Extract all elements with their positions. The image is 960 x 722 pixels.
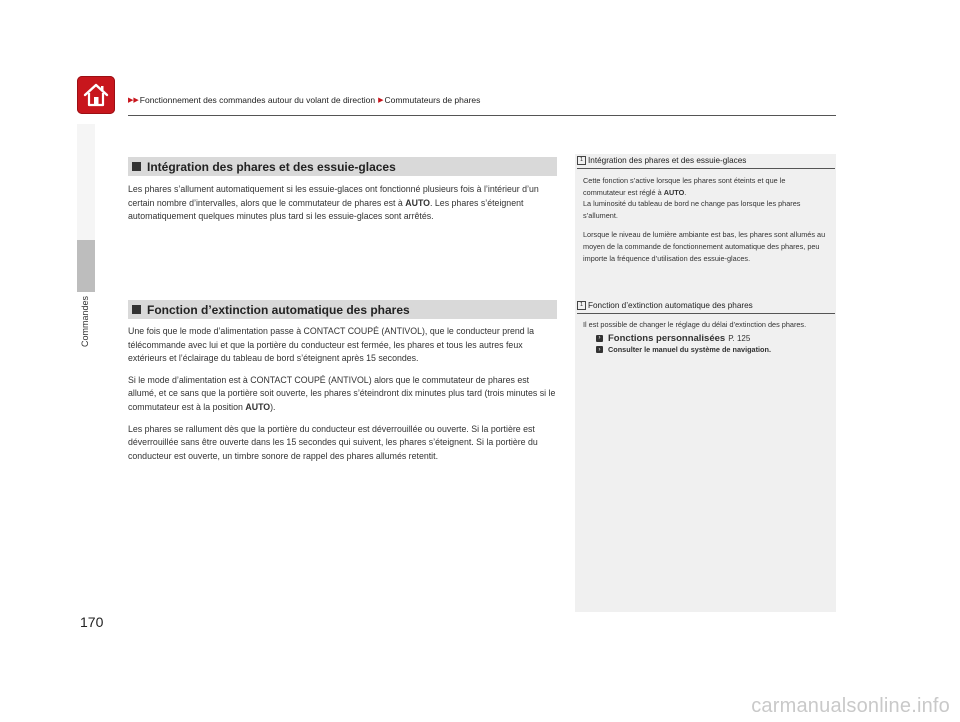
section-body-integration bbox=[128, 183, 558, 232]
breadcrumb-arrow-icon: ▶ bbox=[378, 97, 384, 104]
text-run-bold: AUTO bbox=[663, 187, 685, 197]
section-title: Fonction d’extinction automatique des phares bbox=[147, 302, 410, 317]
note-title-integration bbox=[577, 156, 835, 169]
text-run: . bbox=[684, 187, 687, 197]
text-run: Si le mode d’alimentation est à CONTACT COUPÉ (ANTIVOL) alors que le commutateur de phares est allumé, et ce sans que la portière soit ouverte, les phares s’éteindront dix minutes plus tard (trois minutes si le commutateur est à la position bbox=[128, 374, 556, 412]
text-run-bold: AUTO bbox=[405, 197, 431, 208]
breadcrumb bbox=[128, 95, 483, 105]
note-paragraph: Il est possible de changer le réglage du délai d’extinction des phares. bbox=[583, 320, 807, 329]
xref-arrow-icon: › bbox=[596, 335, 603, 342]
note-paragraph: Lorsque le niveau de lumière ambiante est bas, les phares sont allumés au moyen de la commande de fonctionnement automatique des phares, peu importe la fréquence d’utilisation des essuie-glaces. bbox=[583, 230, 826, 263]
note-title-text: Intégration des phares et des essuie-glaces bbox=[588, 156, 747, 165]
section-title: Intégration des phares et des essuie-glaces bbox=[147, 159, 396, 174]
section-heading-auto-off bbox=[128, 300, 557, 319]
breadcrumb-item[interactable]: Fonctionnement des commandes autour du volant de direction bbox=[139, 95, 376, 105]
text-run: Cette fonction s’active lorsque les phares sont éteints et que le commutateur est réglé à bbox=[583, 176, 786, 197]
text-run: Les phares s’allument automatiquement si les essuie-glaces ont fonctionné plusieurs fois à l’intérieur d’un certain nombre d’intervalles, alors que le commutateur de phares est à bbox=[128, 184, 539, 208]
text-run: La luminosité du tableau de bord ne change pas lorsque les phares s’allument. bbox=[583, 199, 801, 220]
breadcrumb-arrow-icon: ▶▶ bbox=[128, 97, 139, 104]
text-run-bold: AUTO bbox=[245, 401, 271, 412]
home-icon bbox=[82, 82, 110, 108]
note-title-text: Fonction d’extinction automatique des phares bbox=[588, 301, 753, 310]
side-tab-background bbox=[77, 124, 95, 240]
note-body-auto-off bbox=[583, 319, 829, 356]
chapter-label: Commandes bbox=[80, 296, 90, 348]
paragraph: Les phares se rallument dès que la portière du conducteur est déverrouillée ou ouverte. Si la portière est déverrouillée sans être ouverte dans les 15 secondes qui suivent, les phares s’éteignent. Si la portière du conducteur est ouverte, un timbre sonore de rappel des phares allumés retentit. bbox=[128, 423, 538, 461]
xref-link-navigation-manual[interactable] bbox=[596, 344, 829, 356]
side-tab-marker[interactable] bbox=[77, 240, 95, 292]
xref-link-custom-features[interactable] bbox=[596, 333, 829, 345]
section-body-auto-off bbox=[128, 325, 558, 471]
breadcrumb-item[interactable]: Commutateurs de phares bbox=[384, 95, 481, 105]
note-body-integration bbox=[583, 175, 829, 272]
section-square-icon bbox=[132, 305, 141, 314]
note-title-auto-off bbox=[577, 301, 835, 314]
note-paragraph bbox=[583, 175, 829, 221]
note-icon: 1 bbox=[577, 301, 586, 310]
section-square-icon bbox=[132, 162, 141, 171]
watermark: carmanualsonline.info bbox=[751, 695, 950, 717]
text-run: . Les phares s’éteignent automatiquement quelques minutes plus tard si les essuie-glaces sont arrêtés. bbox=[128, 197, 524, 222]
xref-page: P. 125 bbox=[728, 333, 751, 343]
paragraph: Une fois que le mode d’alimentation passe à CONTACT COUPÉ (ANTIVOL), que le conducteur prend la télécommande avec lui et que la portière du conducteur est fermée, les phares et tous les autres feux extérieurs et l’éclairage du tableau de bord s’éteignent après 15 secondes. bbox=[128, 326, 534, 364]
section-heading-integration bbox=[128, 157, 557, 176]
note-icon: 1 bbox=[577, 156, 586, 165]
header-divider bbox=[128, 115, 836, 116]
paragraph bbox=[128, 374, 558, 415]
paragraph bbox=[128, 183, 558, 224]
text-run: ). bbox=[270, 401, 276, 412]
xref-label: Consulter le manuel du système de navigation. bbox=[608, 345, 772, 355]
home-button[interactable] bbox=[77, 76, 115, 114]
xref-arrow-icon: › bbox=[596, 346, 603, 353]
xref-label: Fonctions personnalisées bbox=[608, 332, 726, 344]
page-number: 170 bbox=[80, 614, 104, 630]
